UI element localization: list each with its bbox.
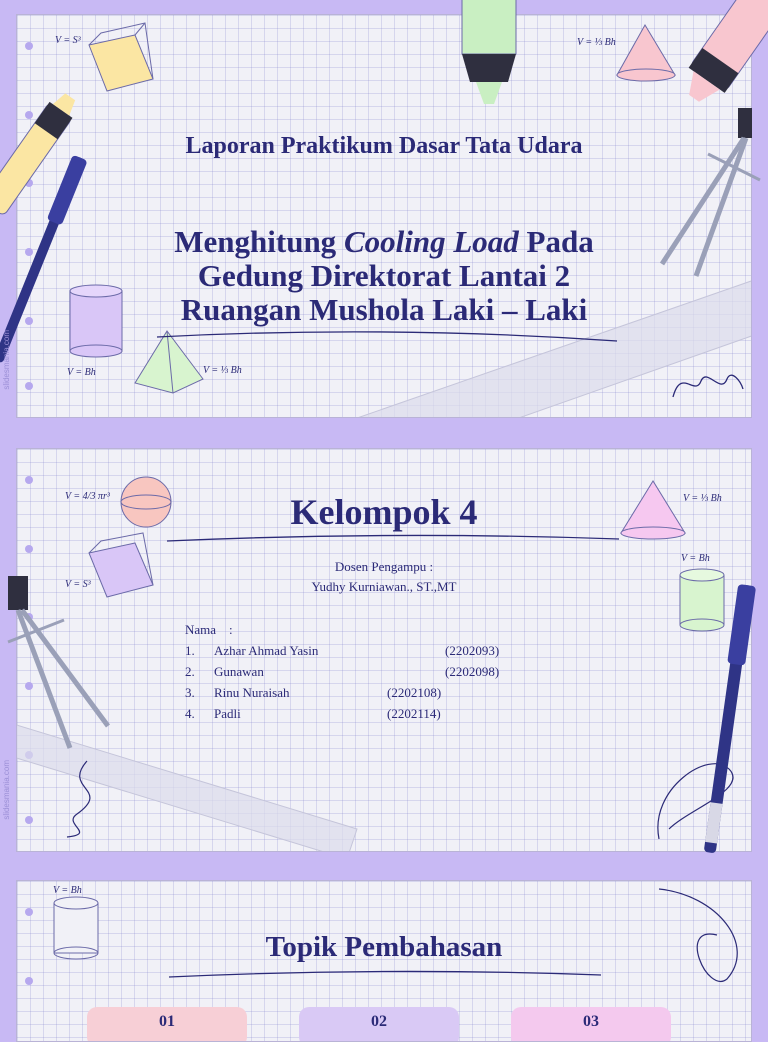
slide-group[interactable] — [16, 448, 752, 852]
member-id: (2202093) — [445, 643, 500, 658]
member-id: (2202114) — [387, 706, 441, 721]
member-name: Gunawan — [214, 664, 264, 679]
members-label-colon: : — [229, 622, 233, 637]
member-name: Padli — [214, 706, 241, 721]
lecturer-label: Dosen Pengampu : — [334, 559, 434, 574]
formula-cube: V = S³ — [55, 35, 81, 46]
report-title — [17, 225, 751, 327]
compass-top-right — [652, 104, 768, 284]
pen-blue-left — [0, 150, 80, 380]
member-number: 3. — [185, 685, 195, 700]
member-row — [185, 643, 585, 661]
topics-title: Topik Pembahasan — [265, 931, 503, 963]
cube-drawing — [85, 31, 165, 101]
marker-green-top — [456, 0, 522, 110]
member-row — [185, 706, 585, 724]
slide-title[interactable] — [16, 14, 752, 418]
formula-cube: V = S³ — [65, 579, 91, 590]
credit-text: slidesmania.com — [2, 330, 11, 390]
topic-pill-02[interactable] — [299, 1007, 459, 1042]
spiral-decoration — [671, 367, 745, 403]
member-number: 2. — [185, 664, 195, 679]
credit-text: slidesmania.com — [2, 760, 11, 820]
member-id: (2202108) — [387, 685, 442, 700]
group-title: Kelompok 4 — [290, 492, 478, 532]
title-part1: Menghitung — [174, 224, 344, 259]
title-underline — [163, 533, 623, 553]
member-row — [185, 685, 585, 703]
topic-pill-01[interactable] — [87, 1007, 247, 1042]
swirl-decoration — [57, 759, 117, 839]
formula-cylinder: V = Bh — [681, 553, 710, 564]
member-id: (2202098) — [445, 664, 500, 679]
topic-pill-03[interactable] — [511, 1007, 671, 1042]
member-row — [185, 664, 585, 682]
formula-sphere: V = 4/3 πr³ — [65, 491, 110, 502]
topic-pill-label: 02 — [371, 1013, 387, 1030]
formula-cone: V = ⅓ Bh — [683, 493, 722, 504]
lecturer-name: Yudhy Kurniawan., ST.,MT — [311, 579, 457, 594]
formula-cylinder: V = Bh — [53, 885, 82, 896]
member-number: 4. — [185, 706, 195, 721]
title-underline — [165, 969, 605, 989]
topic-pill-label: 03 — [583, 1013, 599, 1030]
title-italic: Cooling Load — [343, 224, 519, 259]
formula-pyramid: V = ⅓ Bh — [203, 365, 242, 376]
members-label — [185, 622, 233, 638]
title-underline — [147, 327, 627, 357]
members-label-text: Nama — [185, 622, 217, 637]
title-part2: Pada — [518, 224, 594, 259]
member-name: Rinu Nuraisah — [214, 685, 290, 700]
binder-hole — [25, 545, 33, 553]
binder-hole — [25, 977, 33, 985]
report-subtitle: Laporan Praktikum Dasar Tata Udara — [185, 133, 583, 159]
topic-pill-label: 01 — [159, 1013, 175, 1030]
pen-blue-right — [706, 584, 752, 860]
member-number: 1. — [185, 643, 195, 658]
formula-cylinder: V = Bh — [67, 367, 96, 378]
binder-hole — [25, 908, 33, 916]
compass-left — [0, 566, 120, 756]
slide-topics[interactable] — [16, 880, 752, 1042]
marker-pink-right — [664, 0, 768, 120]
title-line2: Gedung Direktorat Lantai 2 — [197, 258, 571, 293]
binder-hole — [25, 382, 33, 390]
member-name: Azhar Ahmad Yasin — [214, 643, 319, 658]
formula-cone: V = ⅓ Bh — [577, 37, 616, 48]
binder-hole — [25, 476, 33, 484]
binder-hole — [25, 42, 33, 50]
title-line3: Ruangan Mushola Laki – Laki — [180, 292, 588, 327]
